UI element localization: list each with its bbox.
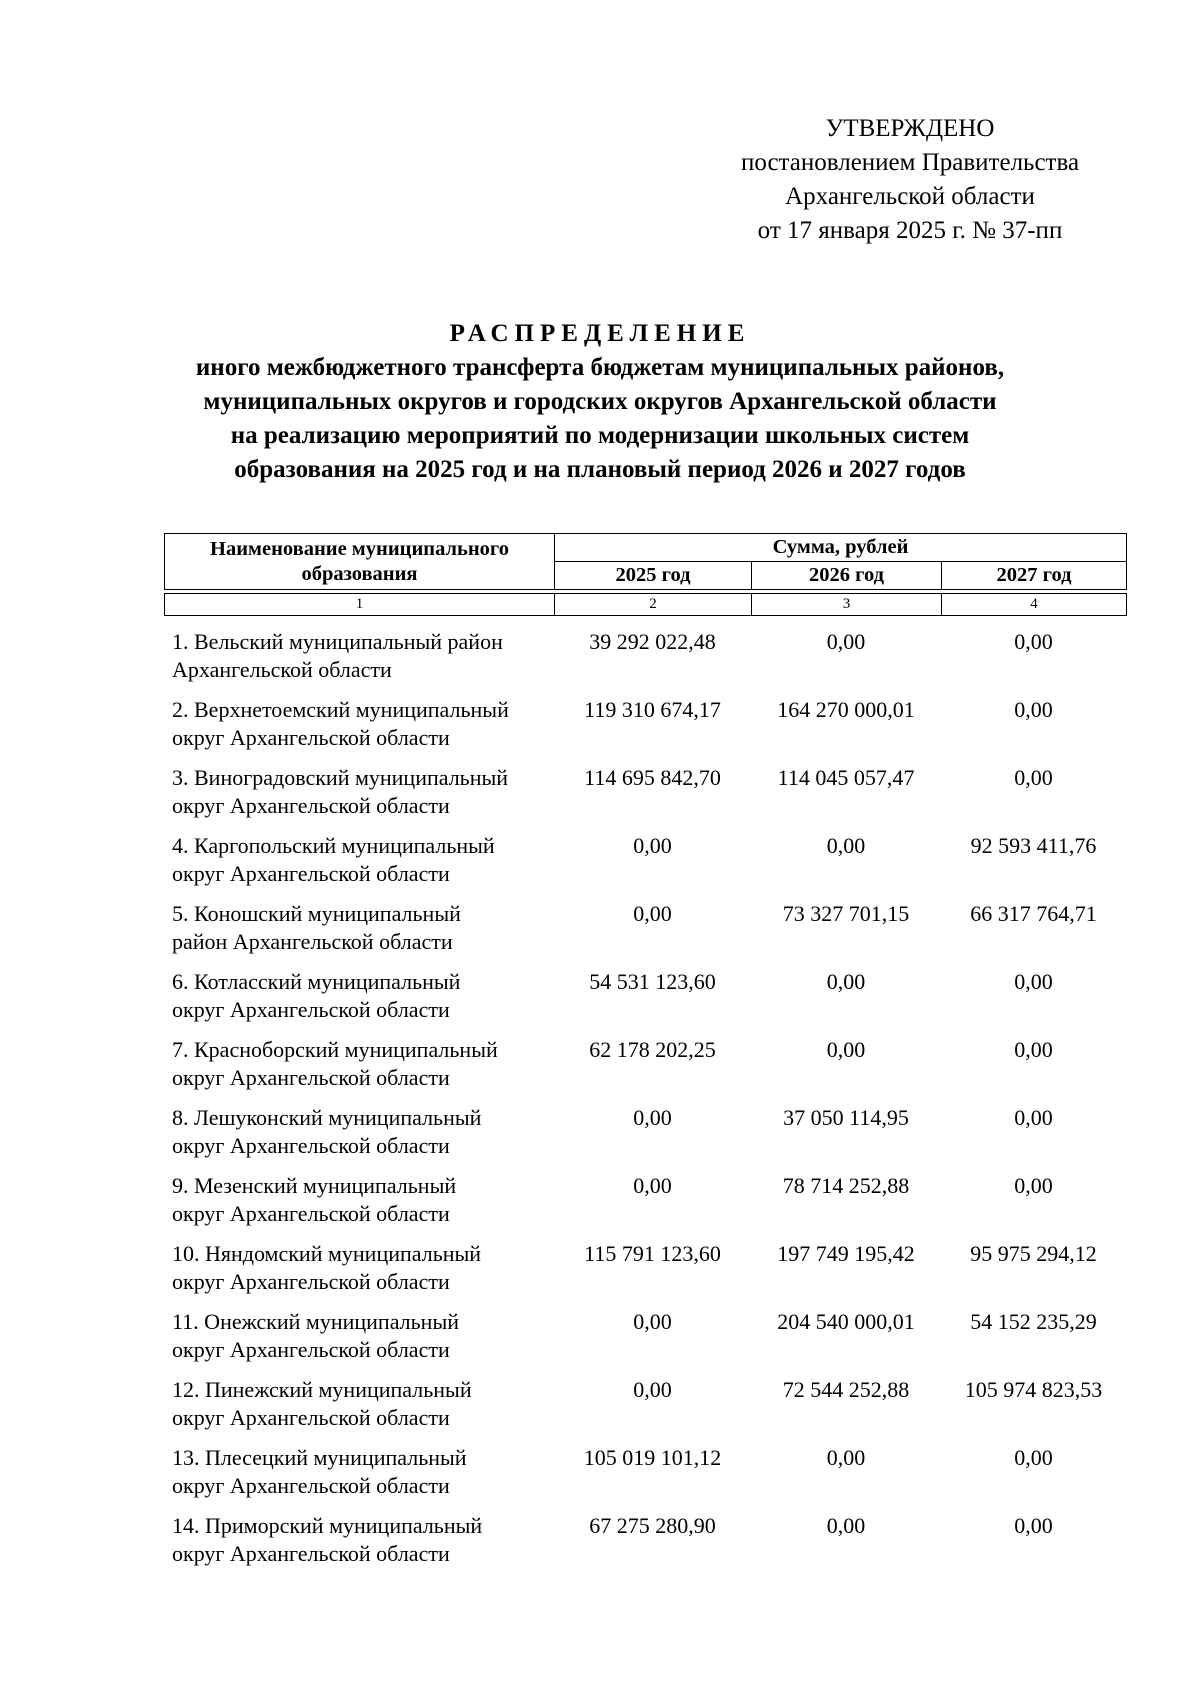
value-2025: 0,00 [633, 833, 672, 858]
value-2027: 0,00 [1014, 969, 1053, 994]
value-2026: 73 327 701,15 [782, 901, 910, 926]
table-row [164, 1036, 1126, 1104]
value-2026: 37 050 114,95 [783, 1105, 909, 1130]
subtitle-line: на реализацию мероприятий по модернизации школьных систем [230, 422, 970, 449]
name-line: 3. Виноградовский муниципальный [172, 765, 509, 790]
name-line: 5. Коношский муниципальный [172, 901, 461, 926]
approval-issuer: постановлением Правительства [740, 149, 1080, 176]
name-line: округ Архангельской области [172, 1065, 450, 1090]
column-number-row [164, 593, 1127, 616]
value-2026: 0,00 [826, 1037, 866, 1062]
table-row [164, 1512, 1126, 1580]
value-2025: 67 275 280,90 [589, 1513, 716, 1538]
value-2027: 54 152 235,29 [970, 1309, 1097, 1334]
name-line: 6. Котласский муниципальный [172, 969, 461, 994]
name-line: 13. Плесецкий муниципальный [172, 1445, 467, 1470]
value-2027: 105 974 823,53 [964, 1377, 1103, 1402]
value-2026: 204 540 000,01 [777, 1309, 915, 1334]
value-2026: 0,00 [826, 1445, 866, 1470]
value-2025: 119 310 674,17 [584, 697, 721, 722]
municipality-name [164, 1376, 554, 1444]
value-2027: 66 317 764,71 [970, 901, 1097, 926]
municipality-name [164, 696, 554, 764]
name-line: округ Архангельской области [172, 1337, 450, 1362]
value-2026: 0,00 [826, 1513, 866, 1538]
name-line: округ Архангельской области [172, 997, 450, 1022]
name-line: округ Архангельской области [172, 1201, 450, 1226]
name-line: 8. Лешуконский муниципальный [172, 1105, 482, 1130]
municipality-name [164, 1172, 554, 1240]
municipality-name [164, 1104, 554, 1172]
name-line: 7. Красноборский муниципальный [172, 1037, 498, 1062]
value-2027: 0,00 [1014, 1037, 1053, 1062]
value-2027: 0,00 [1014, 697, 1053, 722]
value-2027: 0,00 [1014, 629, 1053, 654]
municipality-name [164, 832, 554, 900]
value-2026: 197 749 195,42 [777, 1241, 915, 1266]
subtitle-line: муниципальных округов и городских округов Архангельской области [203, 388, 997, 415]
value-2025: 62 178 202,25 [589, 1037, 716, 1062]
name-line: 10. Няндомский муниципальный [172, 1241, 482, 1266]
name-line: округ Архангельской области [172, 1269, 450, 1294]
header-year-2027: 2027 год [942, 562, 1127, 590]
table-row [164, 1444, 1126, 1512]
column-number: 1 [165, 594, 555, 616]
municipality-name [164, 900, 554, 968]
table-row [164, 1240, 1126, 1308]
municipality-name [164, 1512, 554, 1580]
municipality-name [164, 764, 554, 832]
name-line: 1. Вельский муниципальный район [172, 629, 503, 654]
value-2026: 72 544 252,88 [782, 1377, 910, 1402]
municipality-name [164, 1308, 554, 1376]
table-row [164, 1376, 1126, 1444]
column-number: 2 [555, 594, 752, 616]
table-row [164, 764, 1126, 832]
header-name-line1: Наименование муниципального [210, 537, 509, 560]
approval-region: Архангельской области [785, 183, 1035, 210]
subtitle-line: образования на 2025 год и на плановый период 2026 и 2027 годов [234, 456, 966, 483]
subtitle-line: иного межбюджетного трансферта бюджетам муниципальных районов, [195, 354, 1005, 381]
approval-date: от 17 января 2025 г. № 37-пп [757, 217, 1063, 244]
name-line: 9. Мезенский муниципальный [172, 1173, 457, 1198]
name-line: округ Архангельской области [172, 1405, 450, 1430]
name-line: округ Архангельской области [172, 1133, 450, 1158]
title-heading: РАСПРЕДЕЛЕНИЕ [449, 320, 751, 347]
value-2026: 0,00 [826, 629, 866, 654]
table-row [164, 1104, 1126, 1172]
value-2027: 0,00 [1014, 1445, 1053, 1470]
table-body [164, 628, 1126, 1580]
municipality-name [164, 1036, 554, 1104]
name-line: 14. Приморский муниципальный [172, 1513, 483, 1538]
value-2025: 39 292 022,48 [589, 629, 716, 654]
header-sum-group: Сумма, рублей [555, 534, 1127, 562]
header-name-line2: образования [301, 562, 418, 585]
value-2025: 0,00 [633, 1309, 672, 1334]
name-line: 4. Каргопольский муниципальный [172, 833, 495, 858]
value-2026: 0,00 [826, 833, 866, 858]
name-line: 12. Пинежский муниципальный [172, 1377, 472, 1402]
name-line: округ Архангельской области [172, 861, 450, 886]
title-subtitle [100, 351, 1100, 487]
value-2026: 114 045 057,47 [777, 765, 915, 790]
table-row [164, 1172, 1126, 1240]
header-name-column [165, 534, 555, 590]
name-line: Архангельской области [172, 657, 392, 682]
table-header [164, 533, 1127, 590]
column-number: 4 [942, 594, 1127, 616]
header-year-2026: 2026 год [752, 562, 942, 590]
value-2026: 0,00 [826, 969, 866, 994]
approval-heading: УТВЕРЖДЕНО [825, 115, 995, 142]
value-2025: 54 531 123,60 [589, 969, 716, 994]
name-line: 2. Верхнетоемский муниципальный [172, 697, 509, 722]
table-row [164, 1308, 1126, 1376]
name-line: район Архангельской области [172, 929, 453, 954]
municipality-name [164, 1444, 554, 1512]
value-2027: 95 975 294,12 [970, 1241, 1097, 1266]
value-2027: 92 593 411,76 [970, 833, 1097, 858]
value-2027: 0,00 [1014, 1173, 1053, 1198]
municipality-name [164, 1240, 554, 1308]
value-2025: 0,00 [633, 1377, 672, 1402]
value-2026: 78 714 252,88 [782, 1173, 910, 1198]
table-row [164, 696, 1126, 764]
value-2025: 0,00 [633, 901, 672, 926]
document-title [100, 317, 1100, 487]
header-year-2025: 2025 год [555, 562, 752, 590]
value-2027: 0,00 [1014, 1105, 1053, 1130]
approval-stamp [700, 112, 1120, 248]
value-2027: 0,00 [1014, 765, 1053, 790]
table-row [164, 900, 1126, 968]
name-line: округ Архангельской области [172, 725, 450, 750]
value-2025: 0,00 [633, 1173, 672, 1198]
value-2025: 115 791 123,60 [584, 1241, 721, 1266]
name-line: 11. Онежский муниципальный [172, 1309, 459, 1334]
column-number: 3 [752, 594, 942, 616]
value-2025: 105 019 101,12 [583, 1445, 722, 1470]
municipality-name [164, 628, 554, 696]
name-line: округ Архангельской области [172, 1473, 450, 1498]
value-2025: 114 695 842,70 [584, 765, 721, 790]
value-2026: 164 270 000,01 [777, 697, 915, 722]
name-line: округ Архангельской области [172, 1541, 450, 1566]
value-2027: 0,00 [1014, 1513, 1053, 1538]
name-line: округ Архангельской области [172, 793, 450, 818]
municipality-name [164, 968, 554, 1036]
table-row [164, 628, 1126, 696]
table-row [164, 832, 1126, 900]
table-row [164, 968, 1126, 1036]
value-2025: 0,00 [633, 1105, 672, 1130]
